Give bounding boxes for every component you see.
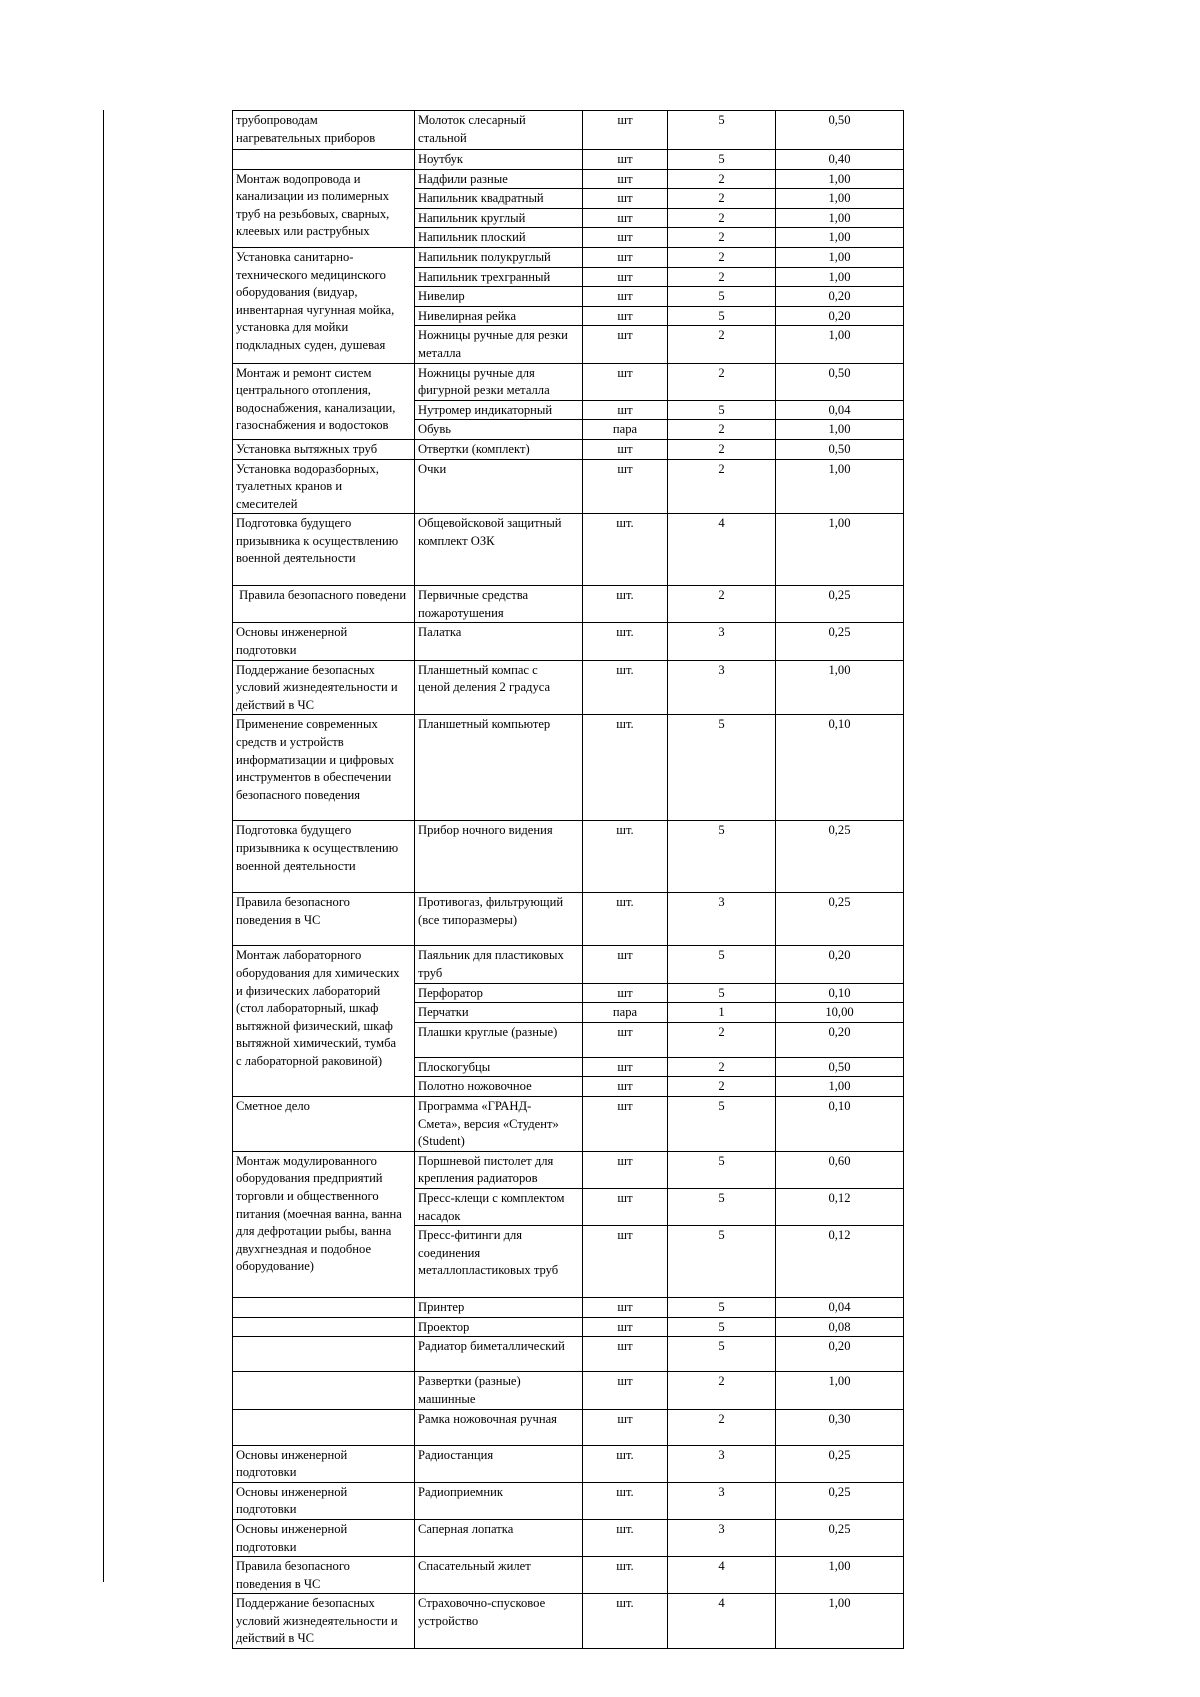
unit-cell: шт: [583, 983, 668, 1003]
norm-cell: 0,30: [776, 1409, 904, 1445]
norm-cell: 0,08: [776, 1317, 904, 1337]
qty-cell: 2: [668, 439, 776, 459]
unit-cell: шт: [583, 1317, 668, 1337]
item-cell: Общевойсковой защитный комплект ОЗК: [415, 514, 583, 586]
item-cell: Пресс-клещи с комплектом насадок: [415, 1188, 583, 1225]
table-row: [233, 1337, 904, 1372]
table-row: [233, 1097, 904, 1152]
area-cell: Правила безопасного поведени: [233, 586, 415, 623]
norm-cell: 0,25: [776, 1482, 904, 1519]
unit-cell: шт.: [583, 821, 668, 893]
qty-cell: 3: [668, 623, 776, 660]
qty-cell: 5: [668, 400, 776, 420]
unit-cell: шт: [583, 400, 668, 420]
item-cell: Ножницы ручные для фигурной резки металла: [415, 363, 583, 400]
area-cell: Основы инженерной подготовки: [233, 1519, 415, 1556]
table-row: [233, 1151, 904, 1188]
area-cell: [233, 1337, 415, 1372]
norm-cell: 0,20: [776, 1022, 904, 1057]
area-cell: Монтаж модулированного оборудования предприятий торговли и общественного питания (моечная ванна, ванна для дефротации рыбы, ванна двухгнездная и подобное оборудование): [233, 1151, 415, 1297]
unit-cell: шт: [583, 306, 668, 326]
qty-cell: 3: [668, 893, 776, 946]
equipment-table: [232, 110, 904, 1649]
table-row: [233, 821, 904, 893]
unit-cell: шт: [583, 1188, 668, 1225]
item-cell: Отвертки (комплект): [415, 439, 583, 459]
norm-cell: 1,00: [776, 189, 904, 209]
table-row: [233, 1317, 904, 1337]
item-cell: Молоток слесарный стальной: [415, 111, 583, 150]
unit-cell: шт: [583, 946, 668, 983]
item-cell: Ноутбук: [415, 150, 583, 170]
norm-cell: 0,10: [776, 1097, 904, 1152]
area-cell: [233, 150, 415, 170]
qty-cell: 2: [668, 363, 776, 400]
table-row: [233, 439, 904, 459]
norm-cell: 1,00: [776, 1594, 904, 1649]
norm-cell: 0,50: [776, 1057, 904, 1077]
unit-cell: шт: [583, 169, 668, 189]
item-cell: Плашки круглые (разные): [415, 1022, 583, 1057]
norm-cell: 0,25: [776, 1445, 904, 1482]
item-cell: Спасательный жилет: [415, 1557, 583, 1594]
qty-cell: 5: [668, 1188, 776, 1225]
item-cell: Планшетный компас с ценой деления 2 градуса: [415, 660, 583, 715]
qty-cell: 5: [668, 111, 776, 150]
item-cell: Нутромер индикаторный: [415, 400, 583, 420]
qty-cell: 5: [668, 287, 776, 307]
area-cell: Установка вытяжных труб: [233, 439, 415, 459]
area-cell: Установка водоразборных, туалетных кранов и смесителей: [233, 459, 415, 514]
item-cell: Напильник круглый: [415, 208, 583, 228]
item-cell: Обувь: [415, 420, 583, 440]
table-row: [233, 1372, 904, 1409]
qty-cell: 5: [668, 1298, 776, 1318]
table-row: [233, 1409, 904, 1445]
qty-cell: 2: [668, 208, 776, 228]
unit-cell: шт.: [583, 514, 668, 586]
table-row: [233, 111, 904, 150]
qty-cell: 3: [668, 1482, 776, 1519]
item-cell: Рамка ножовочная ручная: [415, 1409, 583, 1445]
qty-cell: 2: [668, 267, 776, 287]
qty-cell: 2: [668, 169, 776, 189]
unit-cell: шт: [583, 1372, 668, 1409]
norm-cell: 0,04: [776, 400, 904, 420]
item-cell: Первичные средства пожаротушения: [415, 586, 583, 623]
unit-cell: шт: [583, 459, 668, 514]
norm-cell: 0,20: [776, 1337, 904, 1372]
norm-cell: 0,25: [776, 623, 904, 660]
table-row: [233, 459, 904, 514]
item-cell: Очки: [415, 459, 583, 514]
qty-cell: 2: [668, 420, 776, 440]
item-cell: Палатка: [415, 623, 583, 660]
unit-cell: шт: [583, 439, 668, 459]
qty-cell: 5: [668, 983, 776, 1003]
item-cell: Нивелирная рейка: [415, 306, 583, 326]
table-row: [233, 1482, 904, 1519]
qty-cell: 2: [668, 326, 776, 363]
item-cell: Полотно ножовочное: [415, 1077, 583, 1097]
unit-cell: шт.: [583, 623, 668, 660]
qty-cell: 2: [668, 1077, 776, 1097]
item-cell: Напильник плоский: [415, 228, 583, 248]
item-cell: Страховочно-спусковое устройство: [415, 1594, 583, 1649]
item-cell: Перфоратор: [415, 983, 583, 1003]
unit-cell: пара: [583, 420, 668, 440]
item-cell: Радиатор биметаллический: [415, 1337, 583, 1372]
qty-cell: 5: [668, 1097, 776, 1152]
area-cell: Монтаж лабораторного оборудования для химических и физических лабораторий (стол лабораторный, шкаф вытяжной физический, шкаф вытяжной химический, тумба с лабораторной раковиной): [233, 946, 415, 1097]
item-cell: Ножницы ручные для резки металла: [415, 326, 583, 363]
table-row: [233, 169, 904, 189]
norm-cell: 1,00: [776, 660, 904, 715]
area-cell: Установка санитарно- технического медицинского оборудования (видуар, инвентарная чугунная мойка, установка для мойки подкладных суден, душевая: [233, 247, 415, 363]
norm-cell: 0,25: [776, 586, 904, 623]
unit-cell: шт: [583, 1022, 668, 1057]
area-cell: Основы инженерной подготовки: [233, 623, 415, 660]
item-cell: Напильник квадратный: [415, 189, 583, 209]
qty-cell: 4: [668, 1594, 776, 1649]
item-cell: Программа «ГРАНД- Смета», версия «Студент» (Student): [415, 1097, 583, 1152]
unit-cell: шт.: [583, 1445, 668, 1482]
table-row: [233, 660, 904, 715]
qty-cell: 2: [668, 189, 776, 209]
area-cell: Сметное дело: [233, 1097, 415, 1152]
norm-cell: 0,25: [776, 1519, 904, 1556]
table-row: [233, 623, 904, 660]
qty-cell: 5: [668, 1151, 776, 1188]
table-row: [233, 514, 904, 586]
table-row: [233, 363, 904, 400]
norm-cell: 0,04: [776, 1298, 904, 1318]
item-cell: Паяльник для пластиковых труб: [415, 946, 583, 983]
item-cell: Принтер: [415, 1298, 583, 1318]
norm-cell: 0,25: [776, 893, 904, 946]
table-row: [233, 1519, 904, 1556]
unit-cell: шт.: [583, 893, 668, 946]
qty-cell: 2: [668, 459, 776, 514]
item-cell: Радиоприемник: [415, 1482, 583, 1519]
item-cell: Поршневой пистолет для крепления радиаторов: [415, 1151, 583, 1188]
unit-cell: шт: [583, 150, 668, 170]
unit-cell: шт: [583, 1097, 668, 1152]
norm-cell: 0,20: [776, 287, 904, 307]
qty-cell: 5: [668, 1317, 776, 1337]
qty-cell: 2: [668, 1057, 776, 1077]
qty-cell: 5: [668, 1337, 776, 1372]
unit-cell: шт: [583, 1337, 668, 1372]
unit-cell: шт.: [583, 715, 668, 821]
item-cell: Пресс-фитинги для соединения металлопластиковых труб: [415, 1226, 583, 1298]
area-cell: Поддержание безопасных условий жизнедеятельности и действий в ЧС: [233, 660, 415, 715]
area-cell: Монтаж водопровода и канализации из полимерных труб на резьбовых, сварных, клеевых или раструбных: [233, 169, 415, 247]
norm-cell: 1,00: [776, 1557, 904, 1594]
qty-cell: 2: [668, 247, 776, 267]
item-cell: Нивелир: [415, 287, 583, 307]
table-row: [233, 1298, 904, 1318]
area-cell: Правила безопасного поведения в ЧС: [233, 1557, 415, 1594]
area-cell: [233, 1298, 415, 1318]
norm-cell: 1,00: [776, 326, 904, 363]
qty-cell: 2: [668, 1409, 776, 1445]
qty-cell: 5: [668, 1226, 776, 1298]
unit-cell: шт.: [583, 1519, 668, 1556]
norm-cell: 1,00: [776, 420, 904, 440]
qty-cell: 2: [668, 1372, 776, 1409]
unit-cell: шт.: [583, 1594, 668, 1649]
area-cell: [233, 1372, 415, 1409]
norm-cell: 0,50: [776, 439, 904, 459]
norm-cell: 0,20: [776, 946, 904, 983]
area-cell: Основы инженерной подготовки: [233, 1445, 415, 1482]
norm-cell: 10,00: [776, 1003, 904, 1023]
item-cell: Плоскогубцы: [415, 1057, 583, 1077]
area-cell: Правила безопасного поведения в ЧС: [233, 893, 415, 946]
norm-cell: 0,40: [776, 150, 904, 170]
unit-cell: шт: [583, 1057, 668, 1077]
area-cell: Применение современных средств и устройств информатизации и цифровых инструментов в обеспечении безопасного поведения: [233, 715, 415, 821]
area-cell: трубопроводам нагревательных приборов: [233, 111, 415, 150]
unit-cell: шт.: [583, 660, 668, 715]
qty-cell: 1: [668, 1003, 776, 1023]
norm-cell: 0,20: [776, 306, 904, 326]
qty-cell: 5: [668, 306, 776, 326]
area-cell: [233, 1317, 415, 1337]
qty-cell: 2: [668, 1022, 776, 1057]
norm-cell: 1,00: [776, 247, 904, 267]
norm-cell: 0,25: [776, 821, 904, 893]
norm-cell: 1,00: [776, 514, 904, 586]
norm-cell: 0,10: [776, 715, 904, 821]
norm-cell: 1,00: [776, 228, 904, 248]
norm-cell: 0,50: [776, 363, 904, 400]
area-cell: Подготовка будущего призывника к осуществлению военной деятельности: [233, 821, 415, 893]
unit-cell: шт.: [583, 586, 668, 623]
left-margin-rule: [103, 110, 104, 1582]
table-row: [233, 1557, 904, 1594]
qty-cell: 3: [668, 660, 776, 715]
table-row: [233, 1445, 904, 1482]
norm-cell: 1,00: [776, 169, 904, 189]
unit-cell: шт: [583, 208, 668, 228]
item-cell: Развертки (разные) машинные: [415, 1372, 583, 1409]
qty-cell: 5: [668, 821, 776, 893]
table-row: [233, 247, 904, 267]
area-cell: [233, 1409, 415, 1445]
unit-cell: шт: [583, 287, 668, 307]
norm-cell: 1,00: [776, 459, 904, 514]
norm-cell: 0,10: [776, 983, 904, 1003]
area-cell: Поддержание безопасных условий жизнедеятельности и действий в ЧС: [233, 1594, 415, 1649]
table-row: [233, 715, 904, 821]
item-cell: Радиостанция: [415, 1445, 583, 1482]
unit-cell: шт: [583, 1226, 668, 1298]
qty-cell: 5: [668, 715, 776, 821]
item-cell: Проектор: [415, 1317, 583, 1337]
qty-cell: 5: [668, 150, 776, 170]
qty-cell: 3: [668, 1519, 776, 1556]
norm-cell: 0,50: [776, 111, 904, 150]
area-cell: Монтаж и ремонт систем центрального отопления, водоснабжения, канализации, газоснабжения и водостоков: [233, 363, 415, 439]
unit-cell: шт: [583, 363, 668, 400]
unit-cell: шт: [583, 326, 668, 363]
qty-cell: 4: [668, 1557, 776, 1594]
norm-cell: 1,00: [776, 1077, 904, 1097]
unit-cell: шт: [583, 189, 668, 209]
item-cell: Планшетный компьютер: [415, 715, 583, 821]
table-row: [233, 150, 904, 170]
unit-cell: шт: [583, 247, 668, 267]
area-cell: Основы инженерной подготовки: [233, 1482, 415, 1519]
qty-cell: 2: [668, 586, 776, 623]
item-cell: Прибор ночного видения: [415, 821, 583, 893]
unit-cell: шт.: [583, 1557, 668, 1594]
unit-cell: шт: [583, 1077, 668, 1097]
unit-cell: шт.: [583, 1482, 668, 1519]
norm-cell: 1,00: [776, 1372, 904, 1409]
table-row: [233, 1594, 904, 1649]
item-cell: Напильник полукруглый: [415, 247, 583, 267]
qty-cell: 2: [668, 228, 776, 248]
item-cell: Саперная лопатка: [415, 1519, 583, 1556]
qty-cell: 3: [668, 1445, 776, 1482]
norm-cell: 1,00: [776, 208, 904, 228]
unit-cell: шт: [583, 1151, 668, 1188]
item-cell: Напильник трехгранный: [415, 267, 583, 287]
table-row: [233, 586, 904, 623]
area-cell: Подготовка будущего призывника к осуществлению военной деятельности: [233, 514, 415, 586]
unit-cell: шт: [583, 267, 668, 287]
qty-cell: 4: [668, 514, 776, 586]
norm-cell: 0,12: [776, 1188, 904, 1225]
norm-cell: 0,60: [776, 1151, 904, 1188]
norm-cell: 1,00: [776, 267, 904, 287]
norm-cell: 0,12: [776, 1226, 904, 1298]
table-row: [233, 893, 904, 946]
unit-cell: шт: [583, 111, 668, 150]
unit-cell: шт: [583, 1298, 668, 1318]
item-cell: Противогаз, фильтрующий (все типоразмеры): [415, 893, 583, 946]
item-cell: Перчатки: [415, 1003, 583, 1023]
unit-cell: шт: [583, 228, 668, 248]
unit-cell: шт: [583, 1409, 668, 1445]
qty-cell: 5: [668, 946, 776, 983]
unit-cell: пара: [583, 1003, 668, 1023]
item-cell: Надфили разные: [415, 169, 583, 189]
table-row: [233, 946, 904, 983]
